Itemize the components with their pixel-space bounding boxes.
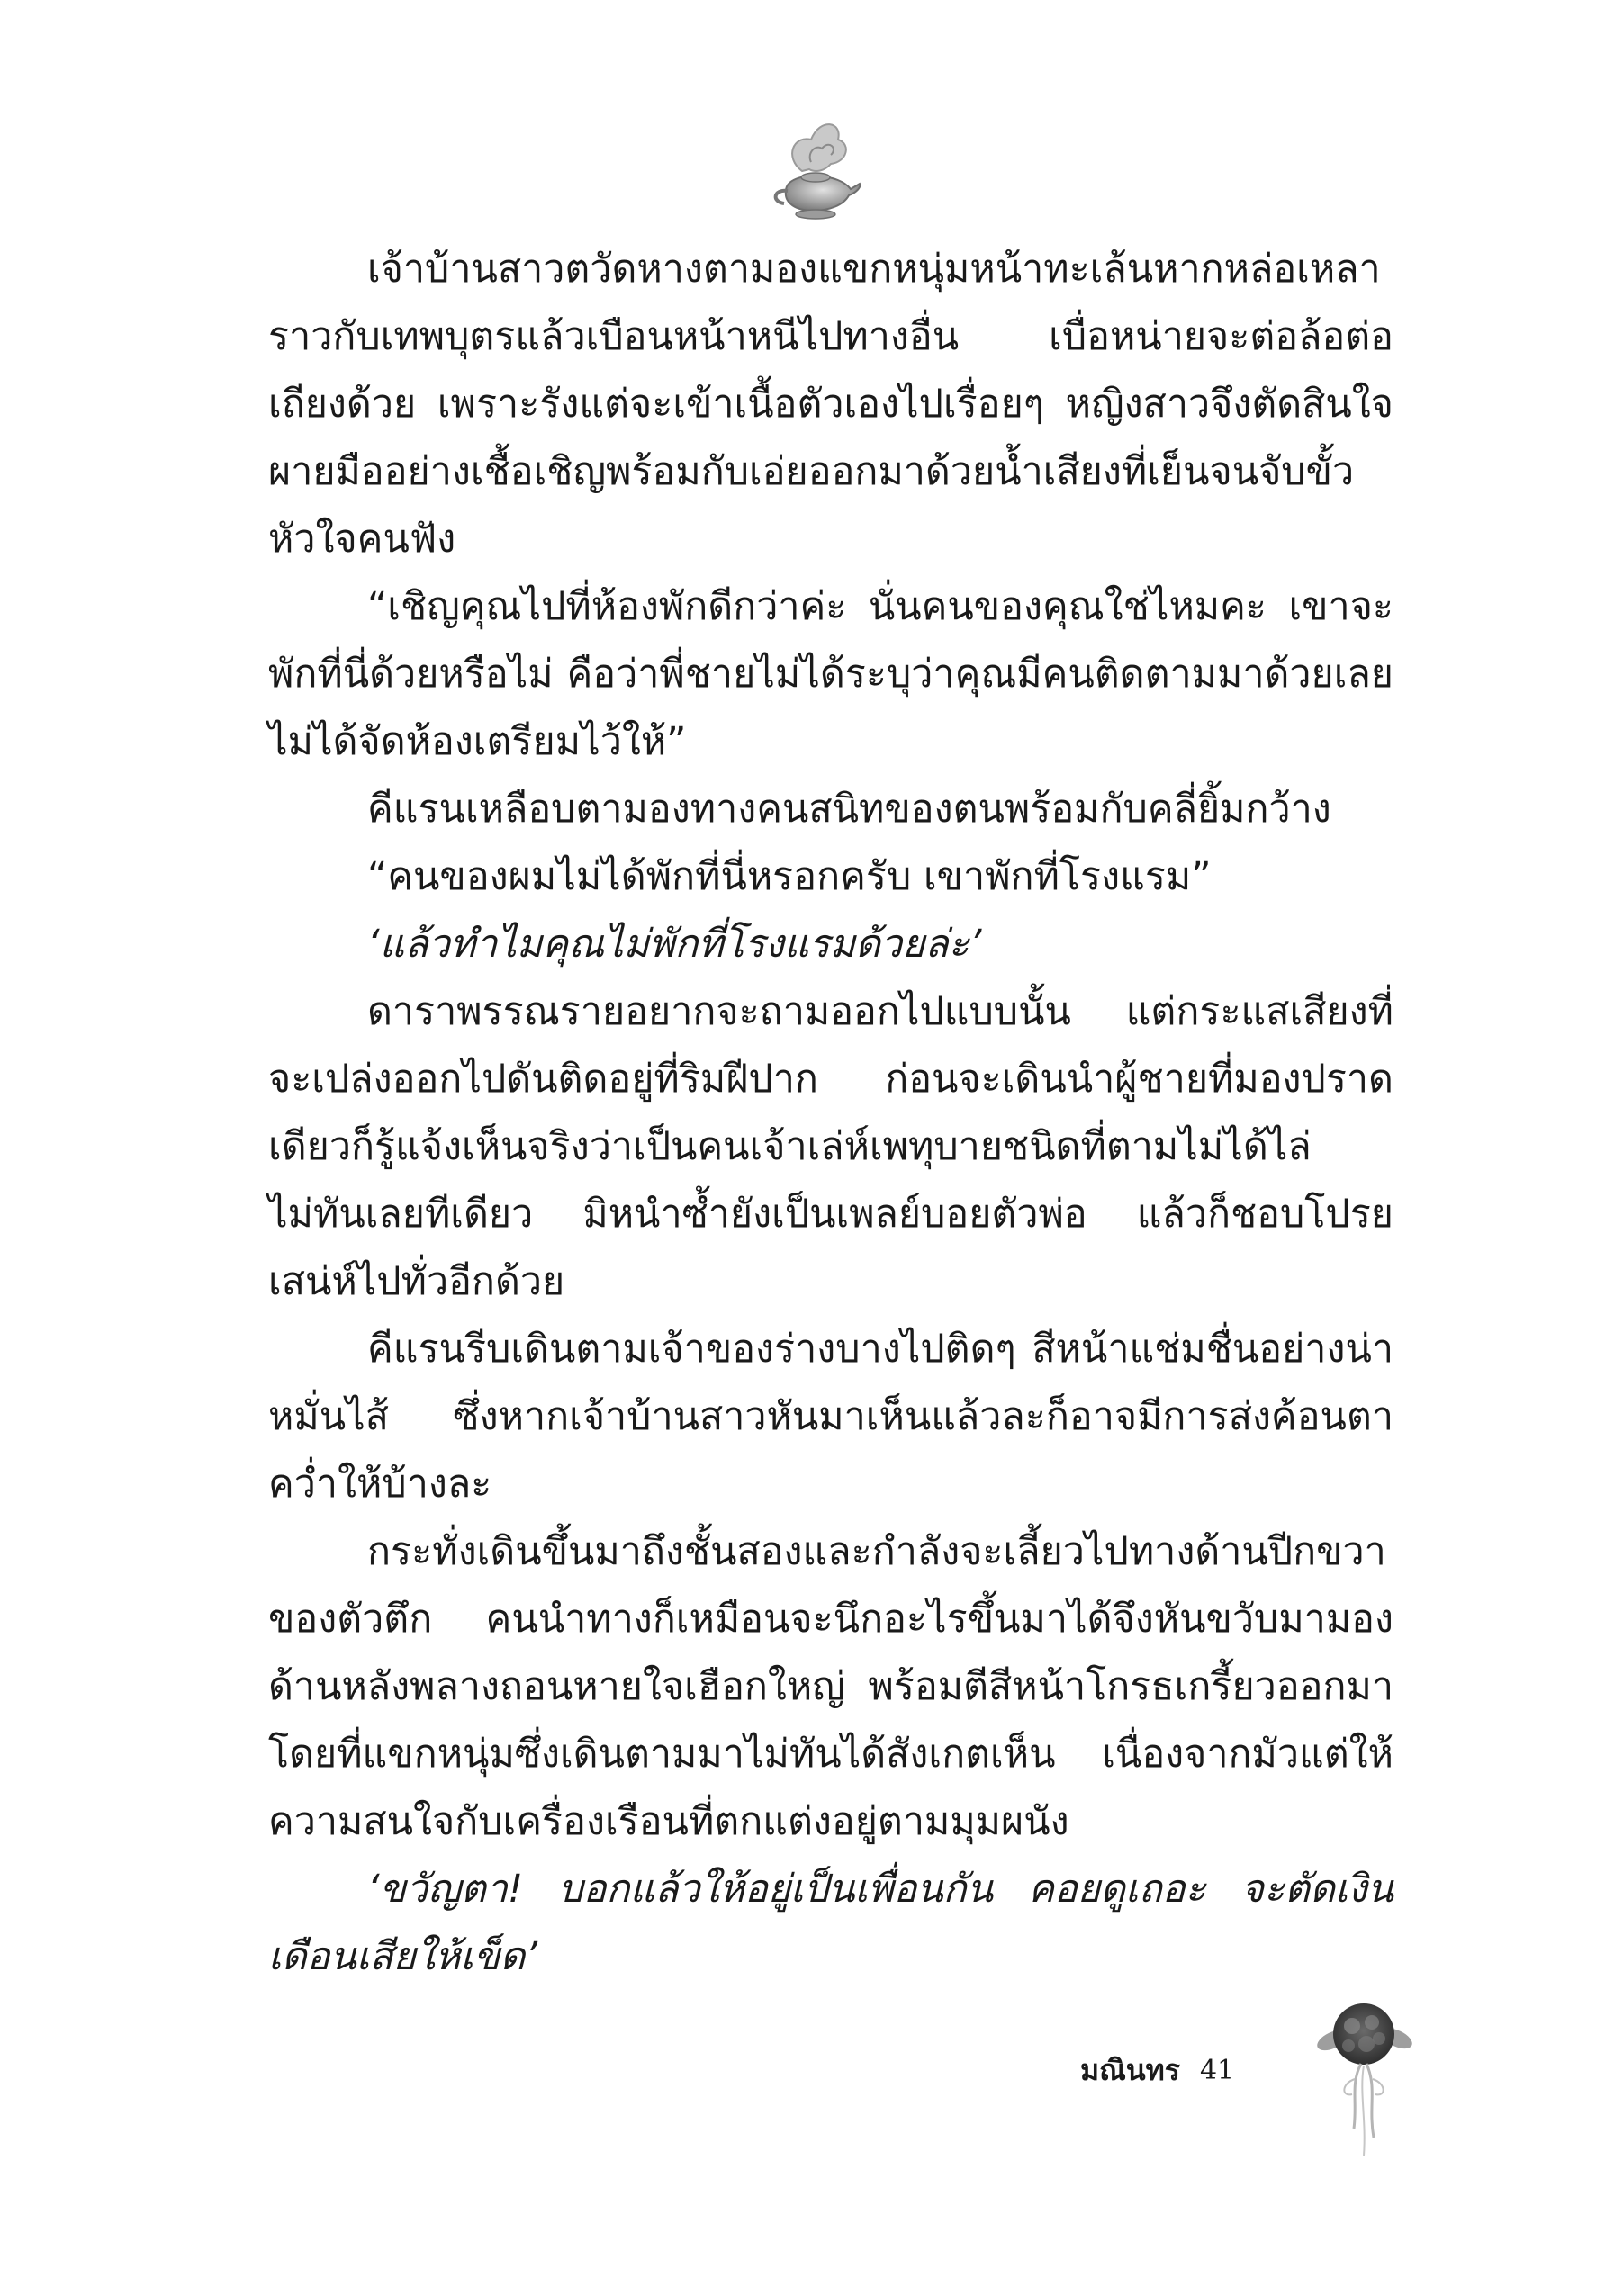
paragraph-italic: ‘ขวัญตา! บอกแล้วให้อยู่เป็นเพื่อนกัน คอยดูเถอะ จะตัดเงินเดือนเสียให้เข็ด’ [268,1867,1393,1979]
page-footer [1080,2048,1234,2093]
page-number: 41 [1199,2054,1235,2086]
paragraph: คีแรนรีบเดินตามเจ้าของร่างบางไปติดๆ สีหน้าแช่มชื่นอย่างน่าหมั่นไส้ ซึ่งหากเจ้าบ้านสาวหันมาเห็นแล้วละก็อาจมีการส่งค้อนตาคว่ำให้บ้างละ [268,1327,1393,1507]
paragraph: กระทั่งเดินขึ้นมาถึงชั้นสองและกำลังจะเลี้ยวไปทางด้านปีกขวาของตัวตึก คนนำทางก็เหมือนจะนึกอะไรขึ้นมาได้จึงหันขวับมามองด้านหลังพลางถอนหายใจเฮือกใหญ่ พร้อมตีสีหน้าโกรธเกรี้ยวออกมาโดยที่แขกหนุ่มซึ่งเดินตามมาไม่ทันได้สังเกตเห็น เนื่องจากมัวแต่ให้ความสนใจกับเครื่องเรือนที่ตกแต่งอยู่ตามมุมผนัง [268,1529,1393,1844]
paragraph: เจ้าบ้านสาวตวัดหางตามองแขกหนุ่มหน้าทะเล้นหากหล่อเหลาราวกับเทพบุตรแล้วเบือนหน้าหนีไปทางอื่น เบื่อหน่ายจะต่อล้อต่อเถียงด้วย เพราะรังแต่จะเข้าเนื้อตัวเองไปเรื่อยๆ หญิงสาวจึงตัดสินใจผายมืออย่างเชื้อเชิญพร้อมกับเอ่ยออกมาด้วยน้ำเสียงที่เย็นจนจับขั้วหัวใจคนฟัง [268,247,1393,562]
paragraph: “คนของผมไม่ได้พักที่นี่หรอกครับ เขาพักที่โรงแรม” [367,854,1212,899]
paragraph-italic: ‘แล้วทำไมคุณไม่พักที่โรงแรมด้วยล่ะ’ [367,922,982,967]
paragraph: ดาราพรรณรายอยากจะถามออกไปแบบนั้น แต่กระแสเสียงที่จะเปล่งออกไปดันติดอยู่ที่ริมฝีปาก ก่อนจะเดินนำผู้ชายที่มองปราดเดียวก็รู้แจ้งเห็นจริงว่าเป็นคนเจ้าเล่ห์เพทุบายชนิดที่ตามไม่ได้ไล่ไม่ทันเลยทีเดียว มิหนำซ้ำยังเป็นเพลย์บอยตัวพ่อ แล้วก็ชอบโปรยเสน่ห์ไปทั่วอีกด้วย [268,989,1393,1304]
paragraph: คีแรนเหลือบตามองทางคนสนิทของตนพร้อมกับคลี่ยิ้มกว้าง [367,787,1331,832]
genie-lamp-icon [766,108,865,225]
body-text [268,236,1393,1991]
paragraph: “เชิญคุณไปที่ห้องพักดีกว่าค่ะ นั่นคนของคุณใช่ไหมคะ เขาจะพักที่นี่ด้วยหรือไม่ คือว่าพี่ชายไม่ได้ระบุว่าคุณมีคนติดตามมาด้วยเลย ไม่ได้จัดห้องเตรียมไว้ให้” [268,584,1393,764]
author-name: มณินทร [1080,2052,1180,2087]
flower-bouquet-icon [1314,1994,1413,2165]
